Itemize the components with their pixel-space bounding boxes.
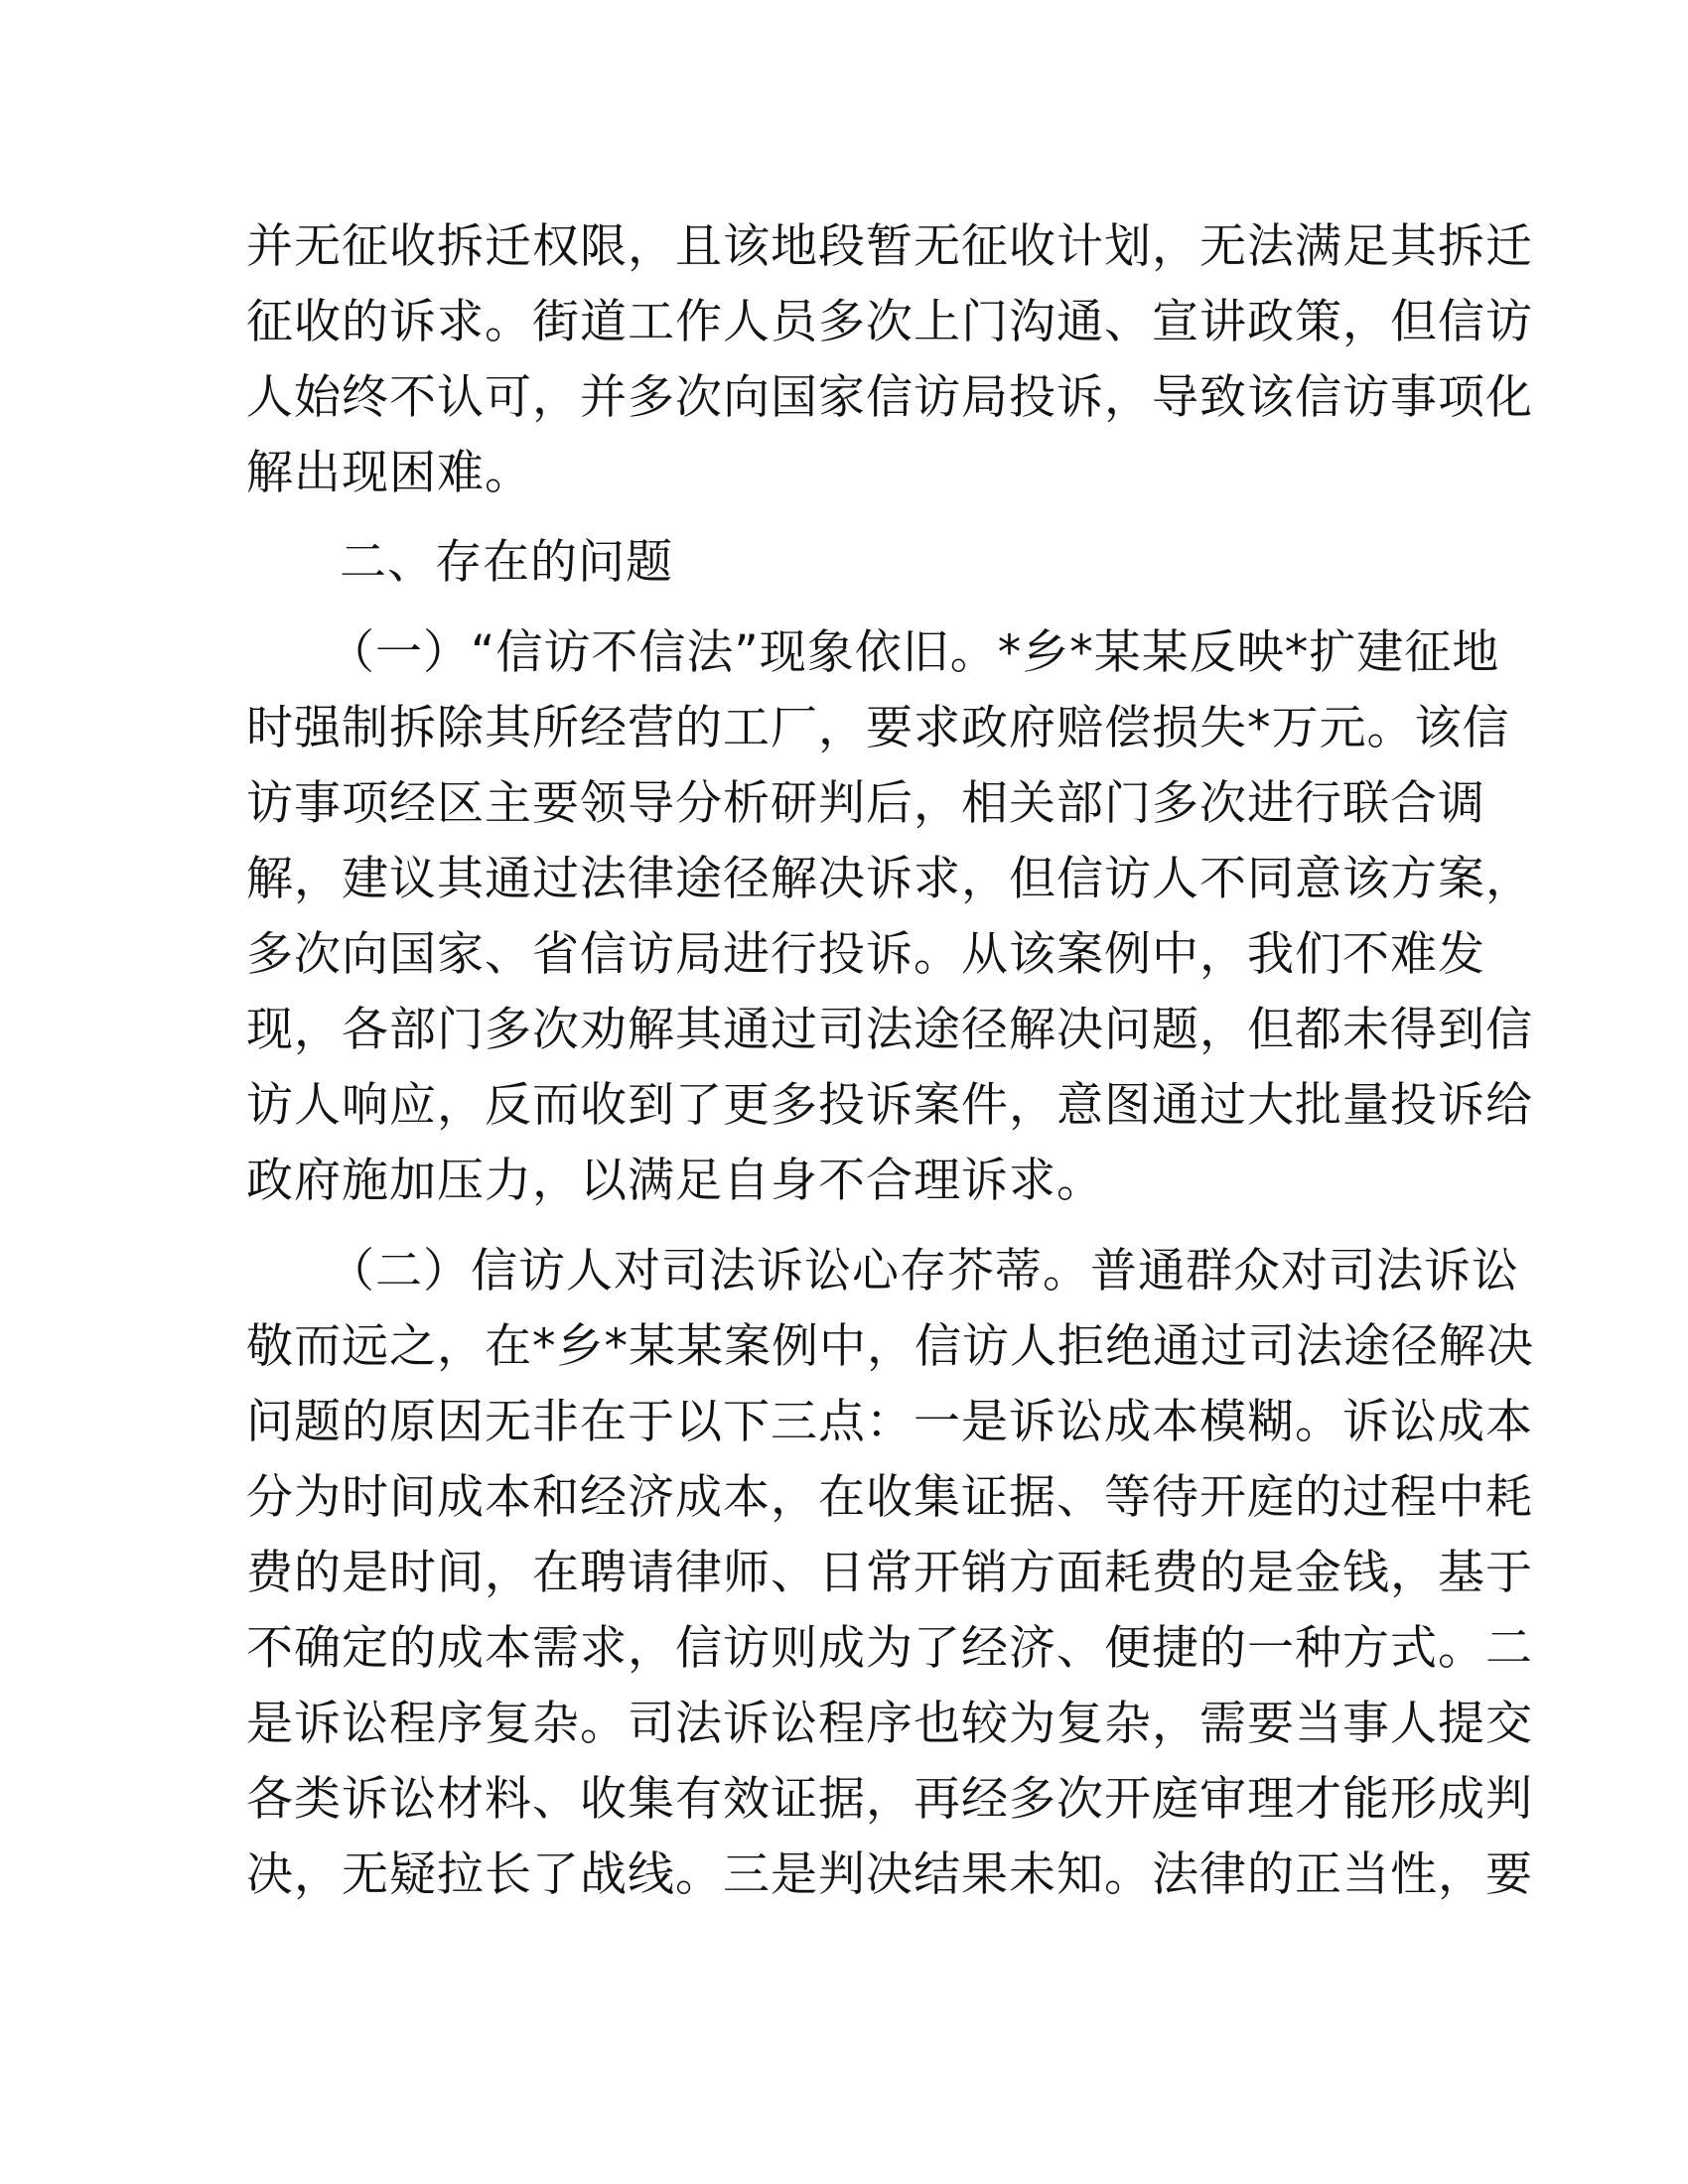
subsection-two-paragraph (246, 1234, 1534, 1913)
body-text-line: 各类诉讼材料、收集有效证据，再经多次开庭审理才能形成判 (246, 1772, 1533, 1827)
body-text-line: 时强制拆除其所经营的工厂，要求政府赔偿损失*万元。该信 (246, 701, 1510, 755)
section-title: 二、存在的问题 (340, 535, 673, 590)
body-text-line: 费的是时间，在聘请律师、日常开销方面耗费的是金钱，基于 (246, 1546, 1533, 1600)
body-text-line: 政府施加压力，以满足自身不合理诉求。 (246, 1154, 1104, 1208)
body-text-line: 决，无疑拉长了战线。三是判决结果未知。法律的正当性，要 (246, 1847, 1533, 1902)
body-text-line: 解出现困难。 (246, 446, 532, 500)
body-text-line: 访事项经区主要领导分析研判后，相关部门多次进行联合调 (246, 776, 1485, 831)
body-text-line: 人始终不认可，并多次向国家信访局投诉，导致该信访事项化 (246, 370, 1533, 425)
subsection-one-paragraph (246, 615, 1533, 1219)
document-body (246, 209, 1534, 1913)
subsection-title-line: （一）“信访不信法”现象依旧。*乡*某某反映*扩建征地 (328, 625, 1500, 680)
body-text-line: 征收的诉求。街道工作人员多次上门沟通、宣讲政策，但信访 (246, 295, 1533, 349)
section-heading (246, 525, 1434, 601)
body-text-line: 问题的原因无非在于以下三点：一是诉讼成本模糊。诉讼成本 (246, 1395, 1533, 1449)
body-text-line: 现，各部门多次劝解其通过司法途径解决问题，但都未得到信 (246, 1003, 1533, 1057)
body-text-line: 是诉讼程序复杂。司法诉讼程序也较为复杂，需要当事人提交 (246, 1697, 1533, 1751)
body-text-line: 分为时间成本和经济成本，在收集证据、等待开庭的过程中耗 (246, 1470, 1533, 1525)
paragraph-continued-eviction-case (246, 209, 1533, 511)
body-text-line: 敬而远之，在*乡*某某案例中，信访人拒绝通过司法途径解决 (246, 1319, 1534, 1374)
body-text-line: 多次向国家、省信访局进行投诉。从该案例中，我们不难发 (246, 927, 1485, 982)
body-text-line: 访人响应，反而收到了更多投诉案件，意图通过大批量投诉给 (246, 1078, 1533, 1133)
subsection-title-line: （二）信访人对司法诉讼心存芥蒂。普通群众对司法诉讼 (328, 1244, 1519, 1298)
body-text-line: 并无征收拆迁权限，且该地段暂无征收计划，无法满足其拆迁 (246, 219, 1533, 274)
body-text-line: 不确定的成本需求，信访则成为了经济、便捷的一种方式。二 (246, 1621, 1533, 1676)
body-text-line: 解，建议其通过法律途径解决诉求，但信访人不同意该方案， (246, 852, 1533, 906)
